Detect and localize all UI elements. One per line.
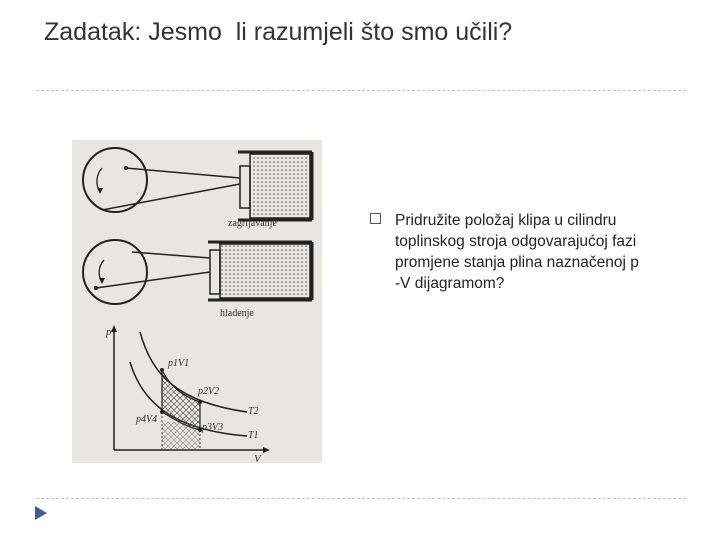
heat-engine-illustration [72,140,322,463]
piston [240,166,250,208]
isotherm-lower-label: T1 [248,430,259,441]
label-heating: zagrijavanje [228,218,277,229]
state-1-label: p1V1 [168,358,190,369]
isotherm-upper-label: T2 [248,406,259,417]
state-2-label: p2V2 [198,386,220,397]
label-cooling: hladenje [220,308,254,319]
top-divider [36,90,686,91]
slide-title: Zadatak: Jesmo li razumjeli što smo učili? [44,18,513,46]
gas-volume [250,154,310,218]
gas-volume [220,244,310,298]
textbook-figure [72,140,322,463]
state-4-label: p4V4 [136,414,158,425]
p-axis-label: p [106,326,112,338]
bullet-square-icon [370,213,381,224]
state-3-label: p3V3 [202,422,224,433]
bullet-text: Pridružite položaj klipa u cilindru toplinskog stroja odgovarajućoj fazi promjene stanja plina naznačenoj p -V dijagramom? [395,212,639,292]
bottom-divider [36,498,686,499]
next-slide-arrow-icon[interactable] [34,505,48,526]
bullet-item [370,210,690,294]
piston [210,250,220,294]
v-axis-label: V [254,453,261,463]
